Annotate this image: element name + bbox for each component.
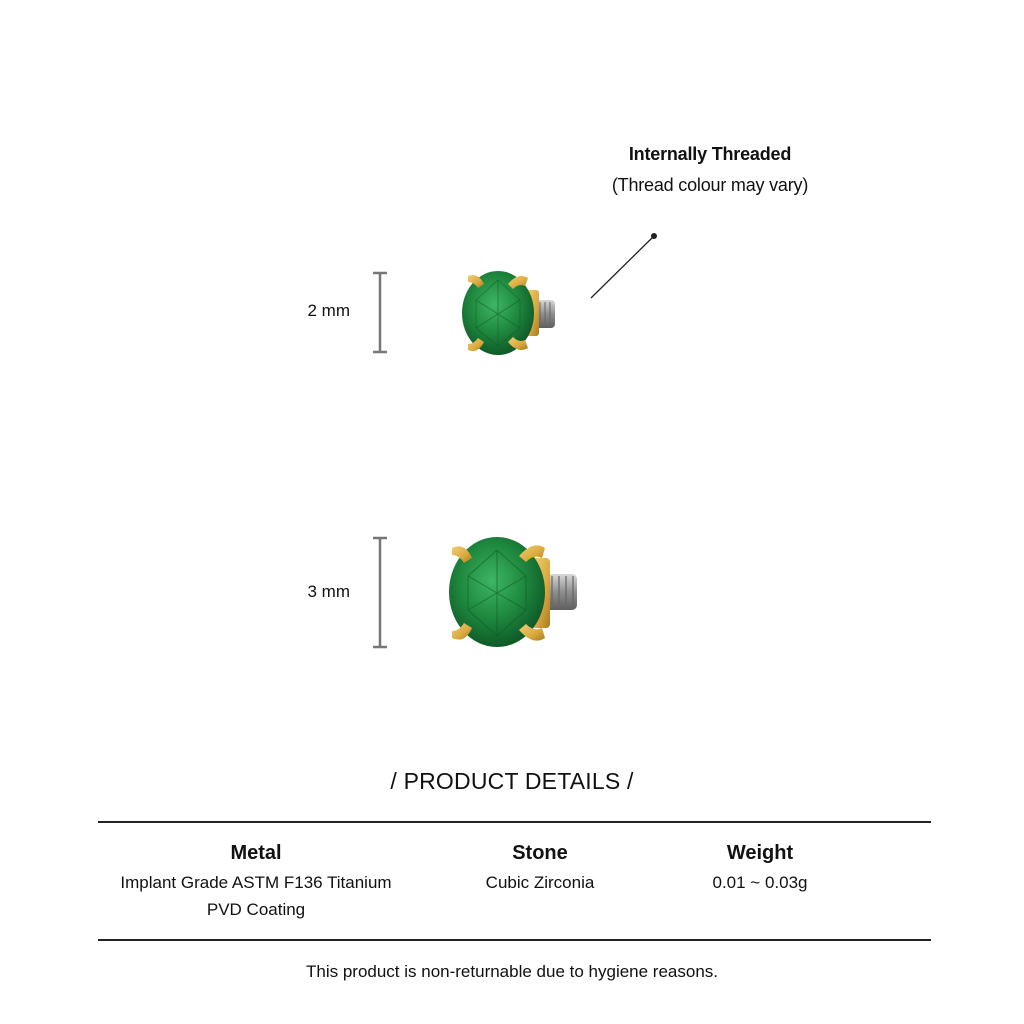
size-label-3mm: 3 mm	[307, 582, 350, 601]
metal-heading: Metal	[230, 842, 282, 864]
details-column-metal	[96, 840, 416, 923]
weight-heading: Weight	[726, 842, 794, 864]
callout-leader	[591, 233, 657, 298]
callout-title: Internally Threaded	[628, 144, 792, 164]
stone-heading: Stone	[512, 842, 568, 864]
product-details-heading: / PRODUCT DETAILS /	[390, 768, 634, 794]
metal-value-line: Implant Grade ASTM F136 Titanium	[120, 873, 392, 892]
stud-2mm-image	[462, 271, 555, 355]
callout-subtitle: (Thread colour may vary)	[611, 175, 809, 195]
metal-value-line: PVD Coating	[206, 900, 306, 919]
returns-note: This product is non-returnable due to hygiene reasons.	[305, 962, 719, 981]
details-column-weight	[660, 840, 860, 896]
weight-value: 0.01 ~ 0.03g	[712, 873, 808, 892]
ruler-2mm	[373, 272, 387, 353]
metal-value	[96, 869, 416, 923]
divider-top	[98, 821, 931, 823]
divider-bottom	[98, 939, 931, 941]
details-column-stone	[420, 840, 660, 896]
stud-3mm-image	[449, 537, 577, 647]
stone-value: Cubic Zirconia	[485, 873, 595, 892]
ruler-3mm	[373, 537, 387, 648]
size-label-2mm: 2 mm	[307, 301, 350, 320]
